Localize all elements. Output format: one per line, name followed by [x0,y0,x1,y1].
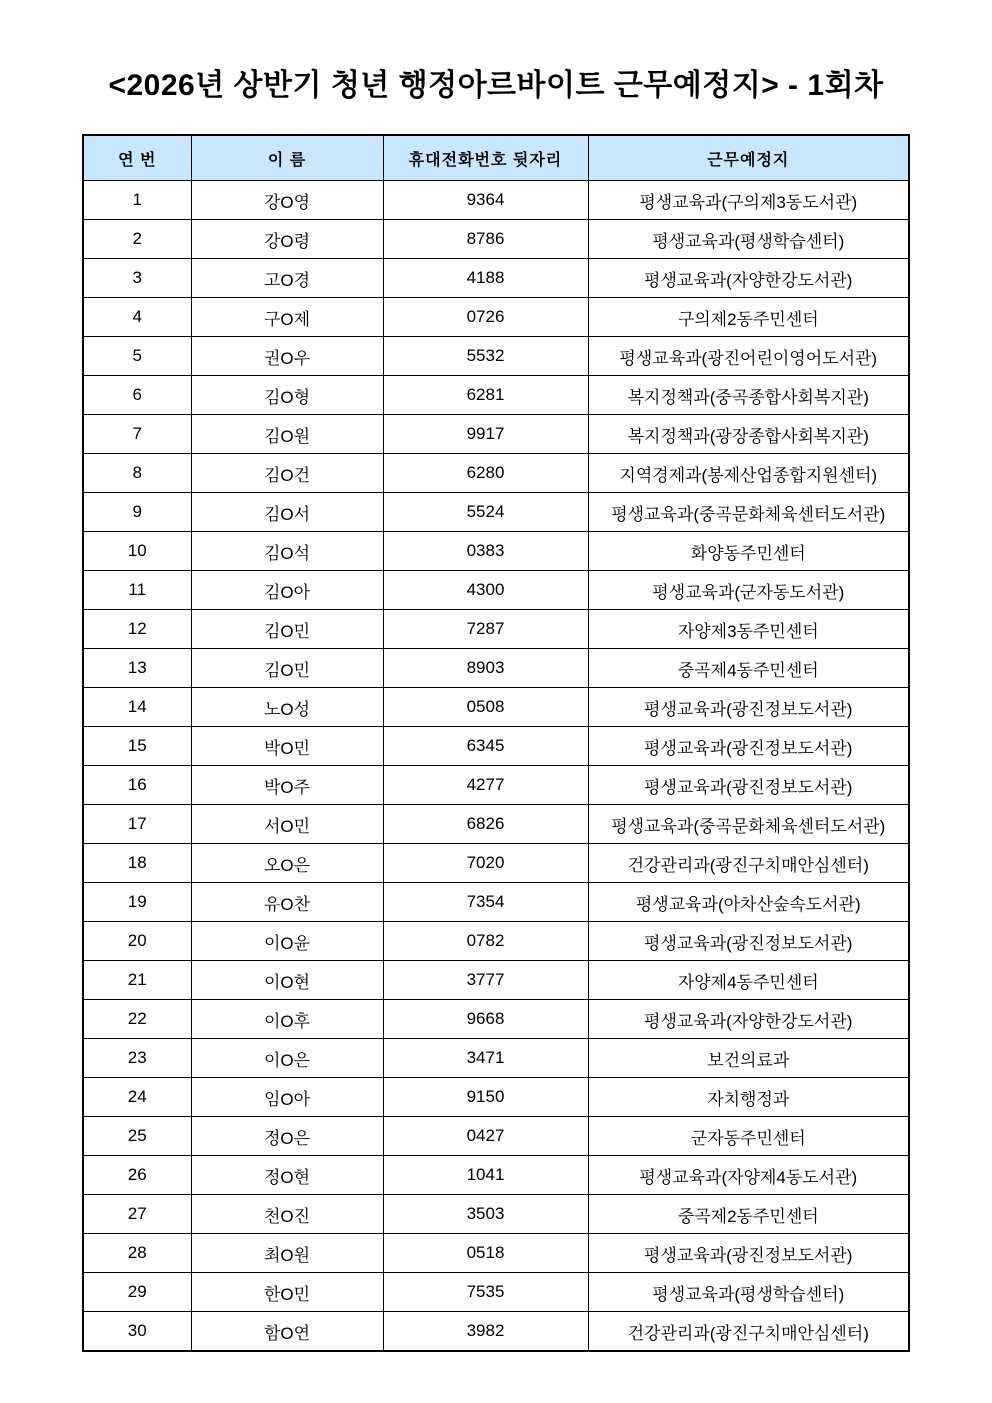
table-row [83,493,909,532]
table-row [83,1234,909,1273]
table-row [83,727,909,766]
cell-phone-last-digits: 9917 [383,415,588,454]
work-location-table [82,134,910,1352]
cell-phone-last-digits: 0427 [383,1117,588,1156]
cell-phone-last-digits: 7354 [383,883,588,922]
cell-phone-last-digits: 8786 [383,220,588,259]
cell-phone-last-digits: 5524 [383,493,588,532]
cell-phone-last-digits: 0508 [383,688,588,727]
table-row [83,571,909,610]
table-header [83,135,909,181]
cell-serial-number: 5 [83,337,191,376]
table-row [83,1312,909,1352]
cell-phone-last-digits: 6281 [383,376,588,415]
table-row [83,259,909,298]
cell-name: 김O형 [191,376,383,415]
cell-serial-number: 18 [83,844,191,883]
cell-serial-number: 20 [83,922,191,961]
header-work-location: 근무예정지 [588,135,909,181]
cell-serial-number: 25 [83,1117,191,1156]
cell-serial-number: 4 [83,298,191,337]
cell-serial-number: 6 [83,376,191,415]
table-row [83,883,909,922]
cell-name: 김O건 [191,454,383,493]
table-row [83,181,909,220]
cell-phone-last-digits: 4188 [383,259,588,298]
cell-serial-number: 13 [83,649,191,688]
cell-name: 이O윤 [191,922,383,961]
cell-serial-number: 10 [83,532,191,571]
cell-work-location: 평생교육과(군자동도서관) [588,571,909,610]
cell-serial-number: 26 [83,1156,191,1195]
cell-serial-number: 29 [83,1273,191,1312]
cell-serial-number: 8 [83,454,191,493]
cell-name: 정O현 [191,1156,383,1195]
cell-serial-number: 2 [83,220,191,259]
cell-name: 김O원 [191,415,383,454]
cell-work-location: 자치행정과 [588,1078,909,1117]
cell-phone-last-digits: 8903 [383,649,588,688]
cell-phone-last-digits: 0726 [383,298,588,337]
cell-name: 최O원 [191,1234,383,1273]
cell-work-location: 평생교육과(평생학습센터) [588,1273,909,1312]
cell-name: 이O은 [191,1039,383,1078]
table-row [83,610,909,649]
table-row [83,376,909,415]
cell-work-location: 지역경제과(봉제산업종합지원센터) [588,454,909,493]
table-row [83,961,909,1000]
cell-serial-number: 7 [83,415,191,454]
table-row [83,766,909,805]
cell-serial-number: 19 [83,883,191,922]
cell-work-location: 평생교육과(자양한강도서관) [588,1000,909,1039]
cell-phone-last-digits: 0782 [383,922,588,961]
cell-phone-last-digits: 9668 [383,1000,588,1039]
cell-work-location: 건강관리과(광진구치매안심센터) [588,844,909,883]
cell-phone-last-digits: 6345 [383,727,588,766]
table-row [83,1000,909,1039]
cell-serial-number: 16 [83,766,191,805]
cell-work-location: 자양제3동주민센터 [588,610,909,649]
cell-name: 박O주 [191,766,383,805]
cell-work-location: 평생교육과(구의제3동도서관) [588,181,909,220]
cell-work-location: 평생교육과(아차산숲속도서관) [588,883,909,922]
cell-serial-number: 28 [83,1234,191,1273]
cell-name: 이O현 [191,961,383,1000]
cell-name: 강O령 [191,220,383,259]
table-row [83,844,909,883]
cell-work-location: 복지정책과(광장종합사회복지관) [588,415,909,454]
cell-phone-last-digits: 4277 [383,766,588,805]
table-row [83,922,909,961]
cell-work-location: 화양동주민센터 [588,532,909,571]
cell-serial-number: 22 [83,1000,191,1039]
table-row [83,298,909,337]
cell-name: 강O영 [191,181,383,220]
cell-name: 오O은 [191,844,383,883]
table-row [83,220,909,259]
cell-work-location: 평생교육과(평생학습센터) [588,220,909,259]
table-row [83,532,909,571]
cell-phone-last-digits: 9150 [383,1078,588,1117]
table-row [83,1195,909,1234]
cell-work-location: 평생교육과(광진어린이영어도서관) [588,337,909,376]
table-row [83,649,909,688]
cell-phone-last-digits: 5532 [383,337,588,376]
header-row [83,135,909,181]
table-row [83,688,909,727]
cell-work-location: 군자동주민센터 [588,1117,909,1156]
cell-serial-number: 21 [83,961,191,1000]
cell-work-location: 구의제2동주민센터 [588,298,909,337]
cell-work-location: 평생교육과(자양한강도서관) [588,259,909,298]
cell-name: 함O연 [191,1312,383,1352]
cell-name: 권O우 [191,337,383,376]
page-title: <2026년 상반기 청년 행정아르바이트 근무예정지> - 1회차 [108,69,884,102]
cell-work-location: 중곡제4동주민센터 [588,649,909,688]
cell-serial-number: 14 [83,688,191,727]
table-row [83,415,909,454]
cell-name: 구O제 [191,298,383,337]
cell-name: 유O찬 [191,883,383,922]
cell-work-location: 평생교육과(광진정보도서관) [588,688,909,727]
cell-serial-number: 12 [83,610,191,649]
cell-serial-number: 23 [83,1039,191,1078]
cell-work-location: 보건의료과 [588,1039,909,1078]
cell-phone-last-digits: 3777 [383,961,588,1000]
cell-work-location: 평생교육과(광진정보도서관) [588,1234,909,1273]
cell-phone-last-digits: 1041 [383,1156,588,1195]
header-serial-number: 연 번 [83,135,191,181]
header-name: 이 름 [191,135,383,181]
table-row [83,1039,909,1078]
cell-phone-last-digits: 0518 [383,1234,588,1273]
cell-name: 정O은 [191,1117,383,1156]
cell-serial-number: 17 [83,805,191,844]
table-row [83,805,909,844]
table-row [83,1117,909,1156]
cell-serial-number: 3 [83,259,191,298]
cell-phone-last-digits: 9364 [383,181,588,220]
cell-name: 김O서 [191,493,383,532]
cell-serial-number: 11 [83,571,191,610]
cell-name: 서O민 [191,805,383,844]
cell-phone-last-digits: 3503 [383,1195,588,1234]
cell-name: 김O민 [191,649,383,688]
cell-name: 김O석 [191,532,383,571]
cell-work-location: 평생교육과(광진정보도서관) [588,922,909,961]
cell-phone-last-digits: 0383 [383,532,588,571]
cell-name: 노O성 [191,688,383,727]
cell-serial-number: 9 [83,493,191,532]
cell-work-location: 중곡제2동주민센터 [588,1195,909,1234]
cell-phone-last-digits: 4300 [383,571,588,610]
cell-name: 김O아 [191,571,383,610]
cell-work-location: 평생교육과(광진정보도서관) [588,766,909,805]
table-row [83,454,909,493]
table-row [83,1273,909,1312]
cell-work-location: 복지정책과(중곡종합사회복지관) [588,376,909,415]
cell-name: 임O아 [191,1078,383,1117]
cell-serial-number: 15 [83,727,191,766]
table-body [83,181,909,1352]
table-row [83,1078,909,1117]
table-row [83,337,909,376]
cell-name: 한O민 [191,1273,383,1312]
cell-work-location: 건강관리과(광진구치매안심센터) [588,1312,909,1352]
cell-name: 천O진 [191,1195,383,1234]
cell-serial-number: 24 [83,1078,191,1117]
cell-work-location: 평생교육과(중곡문화체육센터도서관) [588,805,909,844]
cell-serial-number: 1 [83,181,191,220]
cell-serial-number: 30 [83,1312,191,1352]
cell-work-location: 자양제4동주민센터 [588,961,909,1000]
cell-phone-last-digits: 7020 [383,844,588,883]
table-row [83,1156,909,1195]
header-phone-last-digits: 휴대전화번호 뒷자리 [383,135,588,181]
cell-phone-last-digits: 7535 [383,1273,588,1312]
cell-name: 박O민 [191,727,383,766]
cell-name: 이O후 [191,1000,383,1039]
cell-name: 김O민 [191,610,383,649]
cell-work-location: 평생교육과(자양제4동도서관) [588,1156,909,1195]
cell-phone-last-digits: 6826 [383,805,588,844]
cell-work-location: 평생교육과(광진정보도서관) [588,727,909,766]
cell-phone-last-digits: 3471 [383,1039,588,1078]
cell-phone-last-digits: 6280 [383,454,588,493]
cell-work-location: 평생교육과(중곡문화체육센터도서관) [588,493,909,532]
cell-phone-last-digits: 3982 [383,1312,588,1352]
cell-serial-number: 27 [83,1195,191,1234]
cell-phone-last-digits: 7287 [383,610,588,649]
cell-name: 고O경 [191,259,383,298]
